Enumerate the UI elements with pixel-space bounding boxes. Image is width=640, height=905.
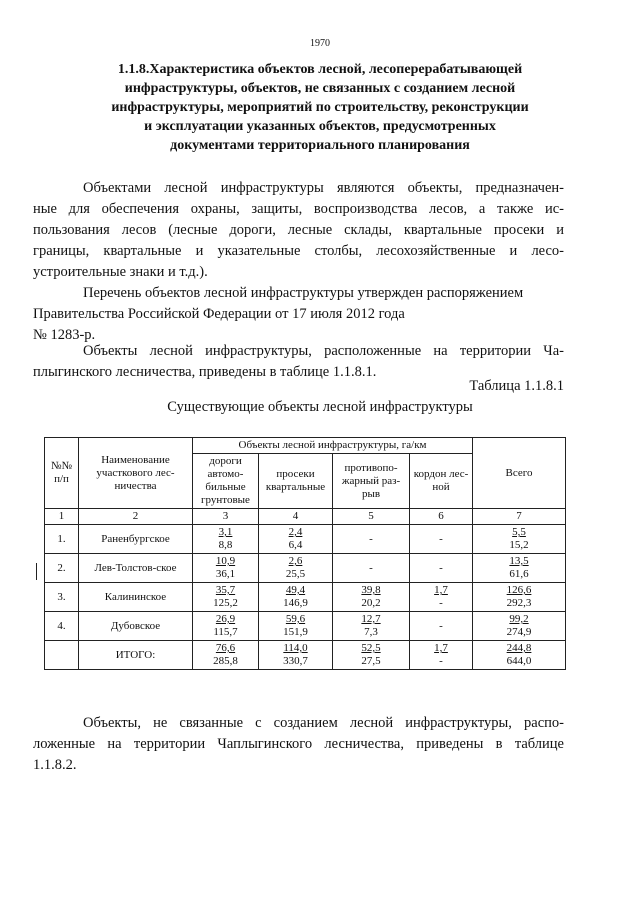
cell-clearings — [259, 525, 333, 554]
cell-value-area: 49,4 — [285, 584, 306, 596]
cell-firebreak — [333, 525, 410, 554]
header-num: №№ п/п — [45, 438, 79, 509]
text-line: Объекты лесной инфраструктуры, расположенные на территории Ча- — [83, 343, 564, 359]
text-line: Перечень объектов лесной инфраструктуры утвержден распоряжением — [83, 285, 524, 301]
cell-value-area: 1,7 — [434, 584, 448, 596]
heading-line: инфраструктуры, объектов, не связанных с созданием лесной — [124, 81, 516, 96]
cell-cordon — [410, 525, 473, 554]
table-title: Существующие объекты лесной инфраструктуры — [167, 399, 473, 415]
heading-line: документами территориального планирования — [170, 138, 470, 153]
cell-value: - — [439, 619, 443, 632]
table-row — [45, 583, 566, 612]
cell-value-area: 2,6 — [288, 555, 303, 567]
column-number: 5 — [333, 509, 410, 525]
cell-total — [473, 525, 566, 554]
column-number: 1 — [45, 509, 79, 525]
cell-value-area: 99,2 — [509, 613, 529, 625]
cell-roads — [193, 525, 259, 554]
cell-clearings — [259, 554, 333, 583]
cell-clearings — [259, 641, 333, 670]
header-clearings: просеки квартальные — [259, 454, 333, 509]
heading-line: и эксплуатации указанных объектов, предусмотренных — [144, 119, 496, 134]
heading-line: 1.1.8.Характеристика объектов лесной, лесоперерабатывающей — [117, 62, 523, 77]
column-number: 3 — [193, 509, 259, 525]
cell-firebreak — [333, 612, 410, 641]
row-name: Лев-Толстов-ское — [79, 554, 193, 583]
cell-value-length: 285,8 — [213, 655, 238, 667]
cell-value-length: 8,8 — [218, 539, 233, 551]
cell-cordon — [410, 612, 473, 641]
row-num — [45, 641, 79, 670]
paragraph-non-infrastructure — [33, 713, 564, 776]
cell-clearings — [259, 612, 333, 641]
cell-value-length: 292,3 — [506, 597, 532, 609]
cell-value-area: 59,6 — [285, 613, 306, 625]
text-line: № 1283-р. — [33, 327, 96, 343]
text-line: пользования лесов (лесные дороги, лесные склады, квартальные просеки и — [33, 222, 564, 238]
cell-cordon — [410, 554, 473, 583]
header-cordon: кордон лес-ной — [410, 454, 473, 509]
table-row — [45, 612, 566, 641]
heading-line: инфраструктуры, мероприятий по строительству, реконструкции — [111, 100, 529, 115]
text-line: устроительные знаки и т.д.). — [33, 264, 208, 280]
margin-change-bar — [36, 563, 37, 580]
cell-value: - — [439, 532, 443, 545]
cell-value-area: 35,7 — [215, 584, 236, 596]
text-line: границы, квартальные и указательные столбы, лесохозяйственные и лесо- — [33, 243, 564, 259]
column-number: 7 — [473, 509, 566, 525]
cell-value-area: 13,5 — [509, 555, 529, 567]
column-number: 2 — [79, 509, 193, 525]
paragraph-infrastructure-definition — [33, 178, 564, 283]
paragraph-table-reference — [33, 341, 564, 383]
cell-value-length: 15,2 — [509, 539, 529, 551]
cell-cordon — [410, 641, 473, 670]
cell-value-area: 10,9 — [215, 555, 236, 567]
cell-value: - — [369, 532, 373, 545]
cell-value-area: 244,8 — [506, 642, 532, 654]
cell-value-length: 27,5 — [361, 655, 381, 667]
cell-clearings — [259, 583, 333, 612]
section-heading — [60, 60, 580, 155]
table-number: Таблица 1.1.8.1 — [469, 378, 564, 394]
row-name: Дубовское — [79, 612, 193, 641]
cell-firebreak — [333, 554, 410, 583]
cell-value-length: 61,6 — [509, 568, 529, 580]
table-row — [45, 525, 566, 554]
infrastructure-table — [44, 437, 566, 670]
cell-value-area: 26,9 — [215, 613, 236, 625]
cell-value-area: 12,7 — [361, 613, 381, 625]
cell-value-length: 6,4 — [288, 539, 303, 551]
cell-value-area: 1,7 — [434, 642, 448, 654]
cell-total — [473, 612, 566, 641]
cell-value-area: 2,4 — [288, 526, 303, 538]
cell-value-area: 3,1 — [218, 526, 233, 538]
table-total-row — [45, 641, 566, 670]
header-roads: дороги автомо-бильные грунтовые — [193, 454, 259, 509]
text-line: Объекты, не связанные с созданием лесной инфраструктуры, распо- — [83, 715, 564, 731]
column-number: 6 — [410, 509, 473, 525]
header-firebreak: противопо-жарный раз-рыв — [333, 454, 410, 509]
cell-value-area: 52,5 — [361, 642, 381, 654]
cell-total — [473, 583, 566, 612]
cell-value-area: 76,6 — [215, 642, 236, 654]
cell-value-length: - — [439, 655, 443, 667]
paragraph-list-approval — [33, 283, 564, 346]
text-line: Объектами лесной инфраструктуры являются объекты, предназначен- — [83, 180, 564, 196]
cell-value-length: 274,9 — [506, 626, 532, 638]
cell-value-length: 644,0 — [506, 655, 532, 667]
cell-value: - — [439, 561, 443, 574]
cell-roads — [193, 612, 259, 641]
table-row — [45, 554, 566, 583]
row-num: 3. — [45, 583, 79, 612]
cell-value-area: 5,5 — [512, 526, 526, 538]
cell-cordon — [410, 583, 473, 612]
row-num: 4. — [45, 612, 79, 641]
cell-total — [473, 641, 566, 670]
cell-value-length: 7,3 — [364, 626, 378, 638]
cell-value-area: 114,0 — [283, 642, 308, 654]
row-num: 1. — [45, 525, 79, 554]
cell-value-length: 151,9 — [283, 626, 308, 638]
header-group: Объекты лесной инфраструктуры, га/км — [193, 438, 473, 454]
row-name: ИТОГО: — [79, 641, 193, 670]
table-header-row — [45, 438, 566, 454]
cell-value-length: 115,7 — [213, 626, 238, 638]
cell-firebreak — [333, 583, 410, 612]
cell-value: - — [369, 561, 373, 574]
text-line: плыгинского лесничества, приведены в таблице 1.1.8.1. — [33, 364, 377, 380]
column-number-row — [45, 509, 566, 525]
cell-firebreak — [333, 641, 410, 670]
cell-value-area: 126,6 — [506, 584, 532, 596]
cell-roads — [193, 554, 259, 583]
text-line: ные для обеспечения охраны, защиты, воспроизводства лесов, а также ис- — [33, 201, 564, 217]
cell-value-length: 330,7 — [283, 655, 308, 667]
cell-value-length: 146,9 — [283, 597, 308, 609]
cell-roads — [193, 583, 259, 612]
cell-value-length: 20,2 — [361, 597, 381, 609]
cell-total — [473, 554, 566, 583]
header-name: Наименование участкового лес-ничества — [79, 438, 193, 509]
text-line: 1.1.8.2. — [33, 757, 77, 773]
row-name: Калининское — [79, 583, 193, 612]
cell-value-length: 125,2 — [213, 597, 238, 609]
cell-value-length: 36,1 — [215, 568, 236, 580]
page-number: 1970 — [310, 38, 330, 49]
text-line: ложенные на территории Чаплыгинского лесничества, приведены в таблице — [33, 736, 564, 752]
row-name: Раненбургское — [79, 525, 193, 554]
cell-value-length: - — [439, 597, 443, 609]
header-total: Всего — [473, 438, 566, 509]
cell-value-area: 39,8 — [361, 584, 381, 596]
text-line: Правительства Российской Федерации от 17 июля 2012 года — [33, 306, 405, 322]
cell-roads — [193, 641, 259, 670]
column-number: 4 — [259, 509, 333, 525]
cell-value-length: 25,5 — [285, 568, 306, 580]
row-num: 2. — [45, 554, 79, 583]
